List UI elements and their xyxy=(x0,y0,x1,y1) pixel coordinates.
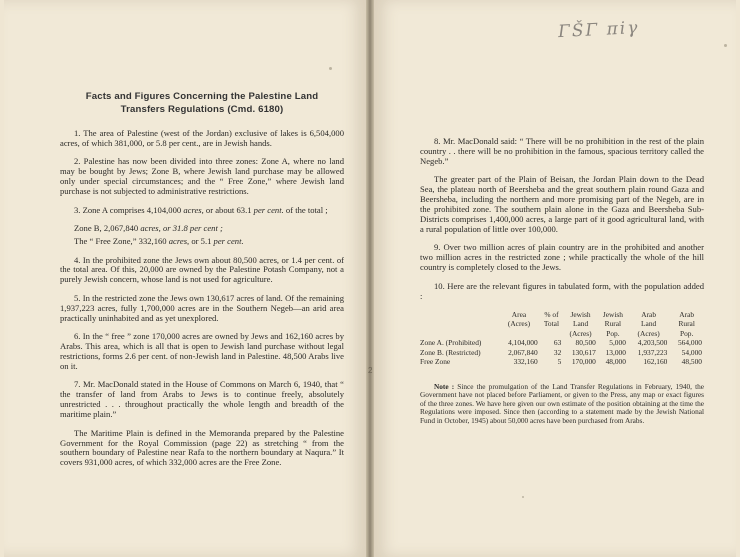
paragraph-maritime-plain: The Maritime Plain is defined in the Memoranda prepared by the Palestine Government for the Royal Commission (page 22) as stretching “ from the southern boundary of Palestine near Rafa to the northern boundary at Naqura.” It covers 931,000 acres, of which 332,000 acres are the Free Zone. xyxy=(60,427,344,468)
footnote xyxy=(420,383,704,426)
table-cell: Free Zone xyxy=(420,357,451,367)
free-zone-acres: acres xyxy=(168,236,188,247)
table-cell: 332,160 xyxy=(513,357,538,367)
free-zone-percent: per cent. xyxy=(213,236,244,247)
left-column xyxy=(60,90,344,477)
table-cell: Zone B. (Restricted) xyxy=(420,347,481,357)
table-header-cell: Land xyxy=(572,319,589,329)
table-header-cell: Pop. xyxy=(679,328,694,338)
table-header-cell: (Acres) xyxy=(569,328,592,338)
table-header-cell xyxy=(420,329,498,338)
table-cell: 48,000 xyxy=(605,357,626,367)
paragraph-9: 9. Over two million acres of plain country are in the prohibited and another two million acres in the restricted zone ; while practically the whole of the hill country is completely closed to the Jews. xyxy=(420,242,704,273)
table-cell: 170,000 xyxy=(571,357,596,367)
table-header-cell: (Acres) xyxy=(637,328,660,338)
table-cell: 48,500 xyxy=(681,357,702,367)
title-line-2: Transfers Regulations (Cmd. 6180) xyxy=(120,104,284,115)
table-cell: 564,000 xyxy=(677,338,702,348)
table-header-cell: Area xyxy=(511,310,527,320)
zone-b-text: Zone B, 2,067,840 xyxy=(74,223,141,234)
table-cell: 80,500 xyxy=(575,338,596,348)
table-cell: 130,617 xyxy=(571,347,596,357)
table-cell: 4,203,500 xyxy=(637,338,668,348)
paragraph-3 xyxy=(60,206,344,216)
paragraph-7: 7. Mr. MacDonald stated in the House of Commons on March 6, 1940, that “ the transfer of land from Arabs to Jews is to continue freely, absolutely unrestricted . . . throughout practically the whole length and breadth of the maritime plain.” xyxy=(60,379,344,420)
free-zone-text: The “ Free Zone,” 332,160 xyxy=(74,236,169,247)
paragraph-3-percent: per cent. xyxy=(253,204,284,215)
paragraph-beisan: The greater part of the Plain of Beisan, the Jordan Plain down to the Dead Sea, the plateau north of Beersheba and the great southern plain round Gaza and Beersheba, including the northern and more promising part of the Negeb, are in the prohibited zone. The southern plain alone in the Gaza and Beersheba Sub-Districts comprises 1,400,000 acres, a large part of it good agricultural land, with a rural population of little over 100,000. xyxy=(420,174,704,234)
footnote-text: Since the promulgation of the Land Transfer Regulations in February, 1940, the Government have not placed before Parliament, or given to the Press, any map or exact figures of the three zones. We have here given our own estimate of the position obtaining at the time the Regulations were imposed. Since then (according to a statement made by the Jewish National Fund in October, 1945) about 50,000 acres have been purchased from Arabs. xyxy=(420,381,705,425)
paragraph-8: 8. Mr. MacDonald said: “ There will be no prohibition in the rest of the plain country . . there will be no prohibition in the famous, spacious territory called the Negeb.” xyxy=(420,136,704,166)
title-line-1: Facts and Figures Concerning the Palestine Land xyxy=(85,91,319,102)
table-cell: 63 xyxy=(553,338,562,348)
paragraph-3-text-2: , or about 63.1 xyxy=(201,204,254,215)
table-cell: 1,937,223 xyxy=(637,347,668,357)
table-cell: 54,000 xyxy=(681,347,702,357)
paper-spot xyxy=(522,496,524,498)
paragraph-10: 10. Here are the relevant figures in tabulated form, with the population added : xyxy=(420,280,704,301)
paragraph-2: 2. Palestine has now been divided into three zones: Zone A, where no land may be bought by Jews; Zone B, where Jewish land purchase may be allowed only under special circumstances; and the “ Free Zone,” where Jewish land purchase is not subjected to administrative restrictions. xyxy=(60,156,344,197)
table-header-row xyxy=(420,310,704,319)
table-header-cell xyxy=(498,329,539,338)
table-row xyxy=(420,357,704,366)
figures-table xyxy=(420,310,704,366)
table-header-cell: Rural xyxy=(678,319,695,329)
paper-spot xyxy=(724,44,727,47)
paragraph-4: 4. In the prohibited zone the Jews own about 80,500 acres, or 1.4 per cent. of the total area. Of this, 20,000 are owned by the Palestine Potash Company, not a purely Jewish concern, whose land is not used for agriculture. xyxy=(60,254,344,285)
table-header-cell: Total xyxy=(543,319,560,329)
right-column xyxy=(420,137,704,434)
paragraph-3-acres: acres xyxy=(183,204,202,215)
paragraph-5: 5. In the restricted zone the Jews own 130,617 acres of land. Of the remaining 1,937,223 acres, fully 1,700,000 acres are in the Southern Negeb—an arid area practically uninhabited and as yet unexplored. xyxy=(60,292,344,323)
free-zone-line xyxy=(60,237,344,247)
table-header-cell xyxy=(540,329,564,338)
footnote-label: Note : xyxy=(434,381,455,391)
table-cell: 5 xyxy=(557,357,562,367)
table-header-cell: % of xyxy=(544,310,559,320)
table-row xyxy=(420,348,704,357)
table-header-cell: Arab xyxy=(679,310,695,320)
paragraph-3-text-3: of the total ; xyxy=(283,204,328,215)
table-cell: 13,000 xyxy=(605,347,626,357)
paragraph-3-text: 3. Zone A comprises 4,104,000 xyxy=(74,204,184,215)
table-cell: 162,160 xyxy=(643,357,668,367)
table-header-cell: Land xyxy=(641,319,657,329)
table-header-cell xyxy=(420,310,498,319)
table-header-cell: (Acres) xyxy=(507,319,531,329)
zone-b-line xyxy=(60,224,344,234)
table-header-row xyxy=(420,329,704,338)
table-header-cell: Jewish xyxy=(570,310,591,320)
handwritten-annotation: ΓŠΓ πіγ xyxy=(557,17,640,43)
table-cell: 32 xyxy=(553,347,562,357)
table-cell: Zone A. (Prohibited) xyxy=(420,338,482,348)
table-header-row xyxy=(420,319,704,328)
table-header-cell xyxy=(420,319,498,328)
gutter-mark: 2 xyxy=(368,366,373,375)
table-header-cell: Arab xyxy=(641,310,657,320)
paragraph-1: 1. The area of Palestine (west of the Jordan) exclusive of lakes is 6,504,000 acres, of which 381,000, or 5.8 per cent., are in Jewish hands. xyxy=(60,128,344,148)
page-title xyxy=(60,90,344,116)
paragraph-6: 6. In the “ free ” zone 170,000 acres are owned by Jews and 162,160 acres by Arabs. This area, which is all that is open to Jewish land purchase without legal restrictions, forms 2.6 per cent. of non-Jewish land in Palestine. 48,500 Arabs live on it. xyxy=(60,331,344,371)
table-cell: 2,067,840 xyxy=(508,347,538,357)
binding-gutter xyxy=(366,0,374,557)
table-row xyxy=(420,338,704,347)
zone-b-italic: acres, or 31.8 per cent ; xyxy=(140,223,223,234)
table-header-cell: Rural xyxy=(604,319,622,329)
table-header-cell: Jewish xyxy=(602,310,623,320)
table-cell: 5,000 xyxy=(609,338,626,348)
paper-spot xyxy=(329,67,332,70)
table-header-cell: Pop. xyxy=(606,328,620,338)
free-zone-text-2: , or 5.1 xyxy=(187,236,214,247)
table-cell: 4,104,000 xyxy=(508,338,538,348)
